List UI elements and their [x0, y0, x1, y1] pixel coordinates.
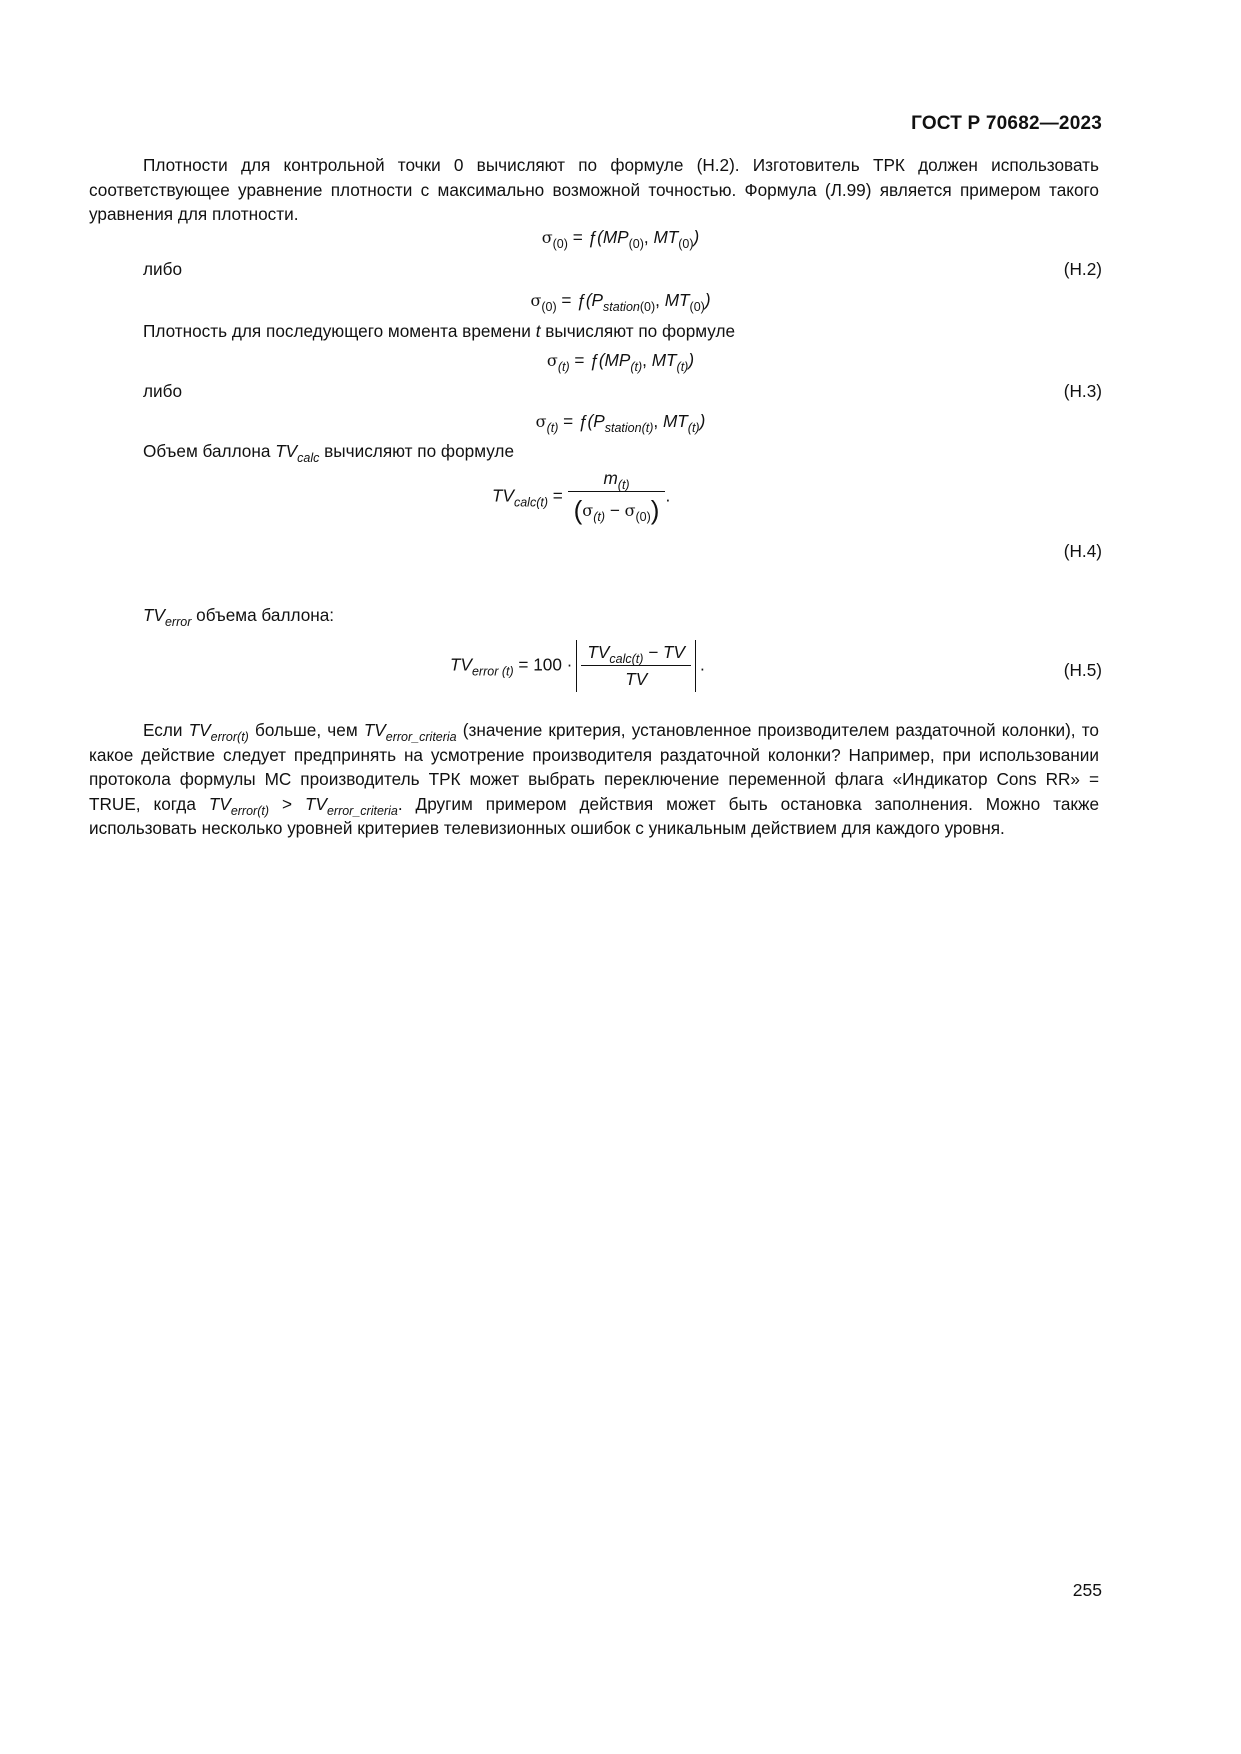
error-text: $TV_{error}$ объема баллона:: [143, 605, 335, 629]
volume-text: Объем баллона $TV_{calc}$ вычисляют по формуле: [143, 441, 515, 465]
equation-h5-fraction: $\frac{TV_{calc(t)} - TV}{TV}$: [581, 642, 691, 690]
equation-number-h3: (Н.3): [1063, 381, 1102, 401]
page-number: 255: [1072, 1580, 1102, 1600]
equation-h3-line2: $\sigma_{(t)}$ = $ƒ(P_{station(t)}$, $MT_{(t)}$): [535, 411, 706, 435]
or-label-h3: либо: [143, 381, 183, 401]
equation-h4: $TV_{calc(t)}$ = $\frac{m_{(t)}}{(\sigma_{(t)} - \sigma_{(0)})}$ .: [492, 468, 671, 525]
equation-number-h2: (Н.2): [1063, 259, 1102, 279]
equation-h2-line2: $\sigma_{(0)}$ = $ƒ(P_{station(0)}$, $MT_{(0)}$): [530, 290, 711, 314]
final-paragraph: Если $TV_{error(t)}$ больше, чем $TV_{error\_criteria}$ (значение критерия, установленное производителем раздаточной колонки), то какое действие следует предпринять на усмотрение производителя раздаточной колонки? Например, при использовании протокола формулы МС производитель ТРК может выбрать переключение переменной флага «Индикатор Cons RR» = TRUE, когда $TV_{error(t)} > TV_{error\_criteria}$. Другим примером действия может быть остановка заполнения. Можно также использовать несколько уровней критериев телевизионных ошибок с уникальным действием для каждого уровня.: [89, 720, 1099, 838]
equation-number-h5: (Н.5): [1063, 660, 1102, 680]
abs-bar-right: [695, 640, 696, 692]
or-label-h2: либо: [143, 259, 183, 279]
equation-h4-fraction: $\frac{m_{(t)}}{(\sigma_{(t)} - \sigma_{(0)})}$: [568, 468, 666, 526]
intro-paragraph: Плотности для контрольной точки 0 вычисляют по формуле (Н.2). Изготовитель ТРК должен использовать соответствующее уравнение плотности с максимально возможной точностью. Формула (Л.99) является примером такого уравнения для плотности.: [89, 155, 1099, 224]
equation-h3-line1: $\sigma_{(t)}$ = $ƒ(MP_{(t)}$, $MT_{(t)}$): [546, 350, 695, 374]
equation-number-h4: (Н.4): [1063, 541, 1102, 561]
next-moment-text: Плотность для последующего момента времени t вычисляют по формуле: [143, 321, 736, 341]
document-header: ГОСТ Р 70682—2023: [911, 113, 1102, 134]
abs-bar-left: [576, 640, 577, 692]
equation-h5: $TV_{error (t)} = 100$ · $\frac{TV_{calc(t)} - TV}{TV}$ .: [450, 640, 705, 692]
equation-h2-line1: $\sigma_{(0)}$ = $ƒ(MP_{(0)}$, $MT_{(0)}$): [541, 227, 700, 251]
